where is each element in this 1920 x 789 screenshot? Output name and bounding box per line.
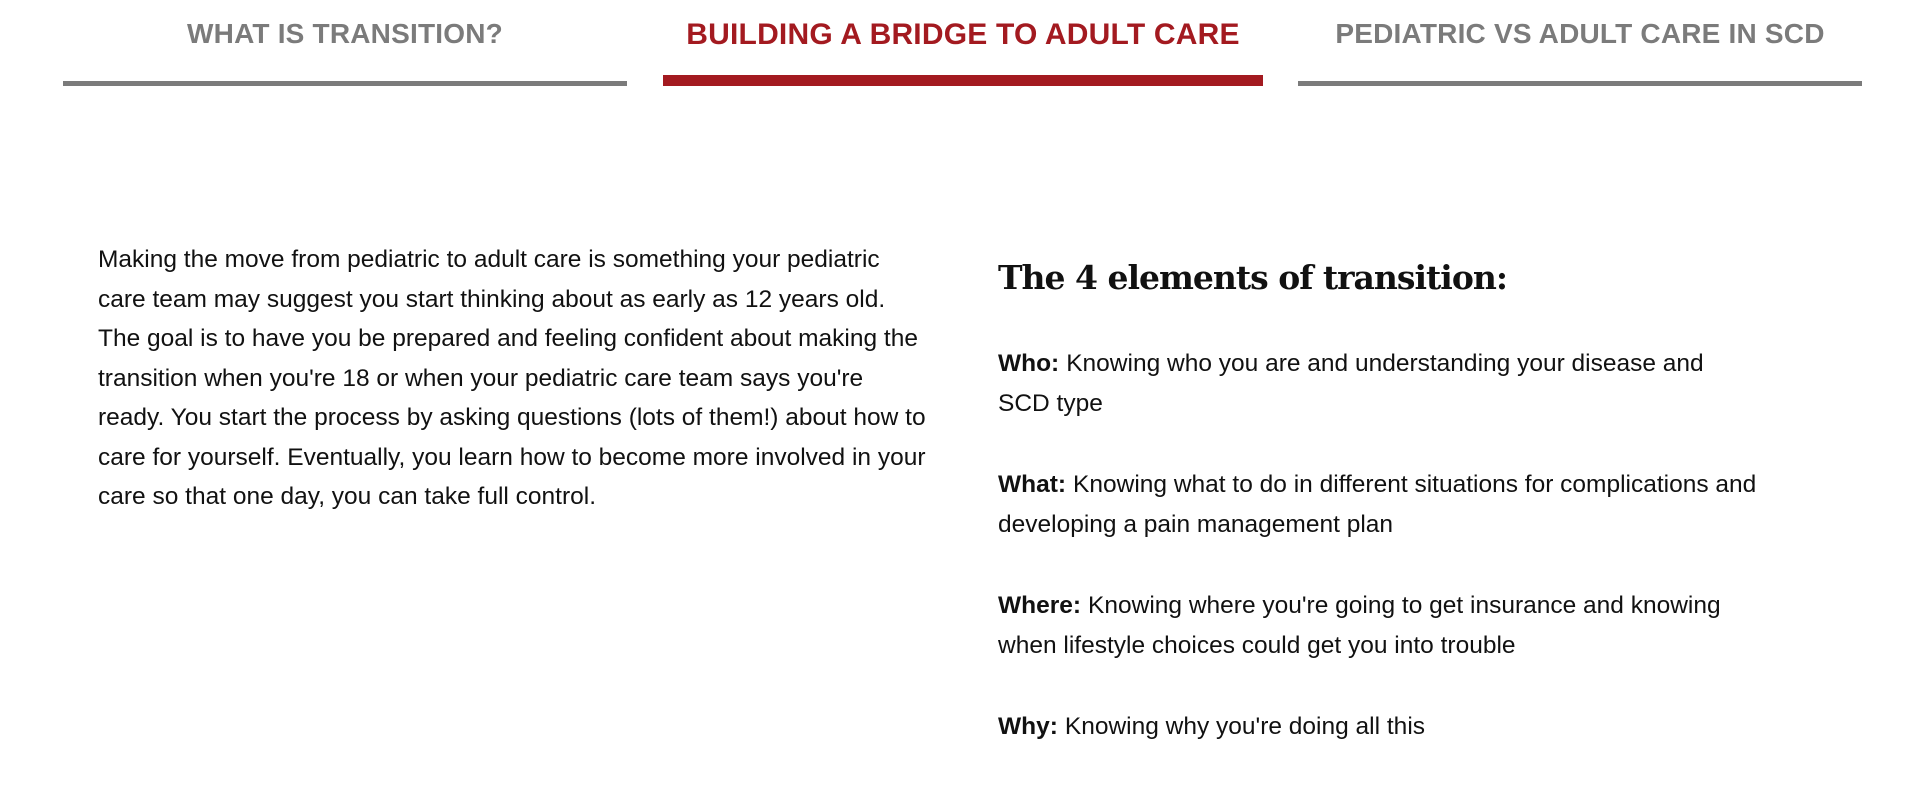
tab-label: BUILDING A BRIDGE TO ADULT CARE bbox=[686, 18, 1240, 51]
element-term: What: bbox=[998, 471, 1067, 498]
element-text: Knowing where you're going to get insurance and knowing when lifestyle choices could get you into trouble bbox=[998, 592, 1721, 659]
tab-underline bbox=[63, 81, 627, 86]
tab-what-is-transition[interactable] bbox=[63, 0, 627, 86]
tab-label: WHAT IS TRANSITION? bbox=[187, 18, 503, 49]
tab-pediatric-vs-adult[interactable] bbox=[1298, 0, 1862, 86]
element-term: Who: bbox=[998, 350, 1060, 377]
transition-elements bbox=[998, 252, 1758, 789]
element-who bbox=[998, 344, 1758, 423]
tab-label: PEDIATRIC VS ADULT CARE IN SCD bbox=[1335, 18, 1825, 49]
intro-paragraph: Making the move from pediatric to adult care is something your pediatric care team may suggest you start thinking about as early as 12 years old. The goal is to have you be prepared and feeling confident about making the transition when you're 18 or when your pediatric care team says you're ready. You start the process by asking questions (lots of them!) about how to care for yourself. Eventually, you learn how to become more involved in your care so that one day, you can take full control. bbox=[98, 246, 926, 510]
tab-underline bbox=[1298, 81, 1862, 86]
element-what bbox=[998, 465, 1758, 544]
element-where bbox=[998, 586, 1758, 665]
tab-underline-active bbox=[663, 75, 1263, 86]
element-text: Knowing why you're doing all this bbox=[1064, 713, 1426, 740]
element-text: Knowing what to do in different situations for complications and developing a pain management plan bbox=[998, 471, 1757, 538]
element-why bbox=[998, 707, 1758, 747]
element-term: Why: bbox=[998, 713, 1058, 740]
elements-heading: The 4 elements of transition: bbox=[998, 258, 1508, 297]
element-text: Knowing who you are and understanding your disease and SCD type bbox=[998, 350, 1704, 417]
tab-bar bbox=[0, 0, 1920, 90]
element-term: Where: bbox=[998, 592, 1082, 619]
tab-building-a-bridge[interactable] bbox=[663, 0, 1263, 86]
